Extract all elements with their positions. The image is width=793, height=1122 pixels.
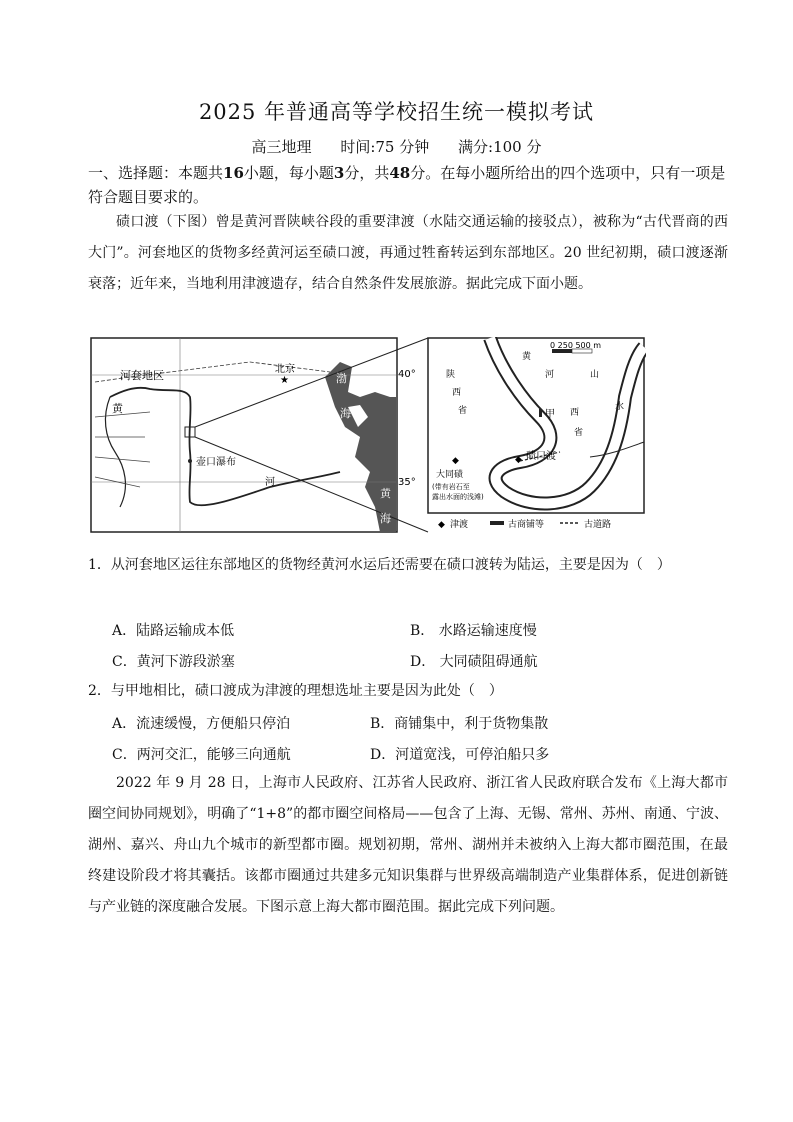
q2-option-a[interactable]: A．流速缓慢，方便船只停泊 xyxy=(112,716,291,732)
passage-qikou: 碛口渡（下图）曾是黄河晋陕峡谷段的重要津渡（水陆交通运输的接驳点），被称为“古代晋商的西大门”。河套地区的货物多经黄河运至碛口渡，再通过牲畜转运到东部地区。20 世纪初期，碛口渡逐渐衰落；近年来，当地利用津渡遗存，结合自然条件发展旅游。据此完成下面小题。 xyxy=(88,214,728,292)
qikou-map-figure xyxy=(90,337,646,533)
label-bo: 渤 xyxy=(336,372,347,385)
score-label: 满分:100 分 xyxy=(458,138,542,156)
label-hai: 海 xyxy=(340,407,351,420)
label-hukou: 壶口瀑布 xyxy=(196,457,236,468)
label-xi1: 西 xyxy=(452,388,462,398)
q1-option-b[interactable]: B． 水路运输速度慢 xyxy=(410,623,537,639)
label-lat40: 40° xyxy=(398,369,416,380)
q1-option-c[interactable]: C．黄河下游段淤塞 xyxy=(112,654,235,670)
time-label: 时间:75 分钟 xyxy=(340,138,430,156)
label-datong-note1: (带有岩石至 xyxy=(432,483,470,491)
section-heading xyxy=(88,161,738,209)
legend-shop-icon xyxy=(490,521,504,525)
question-count: 16 xyxy=(223,164,244,182)
label-he: 河 xyxy=(265,477,275,488)
label-shan1: 陕 xyxy=(446,370,456,380)
legend-ferry: 津渡 xyxy=(450,520,469,530)
jia-marker-icon xyxy=(539,409,542,417)
label-huang: 黄 xyxy=(112,402,123,415)
exam-title: 2025 年普通高等学校招生统一模拟考试 xyxy=(198,100,595,124)
beijing-star-icon: ★ xyxy=(280,375,289,386)
q1-option-a[interactable]: A．陆路运输成本低 xyxy=(112,623,235,639)
label-datong-note2: 露出水面的浅滩) xyxy=(432,493,484,501)
ferry-icon: ◆ xyxy=(452,456,459,466)
q1-option-d[interactable]: D． 大同碛阻碍通航 xyxy=(410,654,538,670)
question-1-stem: 1．从河套地区运往东部地区的货物经黄河水运后还需要在碛口渡转为陆运，主要是因为（ ） xyxy=(88,557,671,573)
passage-shanghai: 2022 年 9 月 28 日，上海市人民政府、江苏省人民政府、浙江省人民政府联合发布《上海大都市圈空间协同规划》，明确了“1+8”的都市圈空间格局——包含了上海、无锡、常州、苏州、南通、宁波、湖州、嘉兴、舟山九个城市的新型都市圈。规划初期，常州、湖州并未被纳入上海大都市圈范围，在最终建设阶段才将其囊括。该都市圈通过共建多元知识集群与世界级高端制造产业集群体系，促进创新链与产业链的深度融合发展。下图示意上海大都市圈范围。据此完成下列问题。 xyxy=(88,775,728,915)
label-huang2: 黄 xyxy=(522,352,532,362)
q2-option-c[interactable]: C．两河交汇，能够三向通航 xyxy=(112,747,291,763)
legend-shop: 古商铺等 xyxy=(508,520,545,530)
section-text: 分，共 xyxy=(344,164,390,182)
label-jia: 甲 xyxy=(545,409,555,420)
label-hetao: 河套地区 xyxy=(120,369,164,382)
hukou-dot-icon xyxy=(188,459,192,463)
legend-road: 古道路 xyxy=(584,520,612,530)
section-text: 一、选择题：本题共 xyxy=(88,164,224,182)
section-text: 小题，每小题 xyxy=(243,164,334,182)
points-each: 3 xyxy=(333,164,345,182)
label-he2: 河 xyxy=(545,370,555,380)
legend-ferry-icon: ◆ xyxy=(438,520,445,530)
label-sheng2: 省 xyxy=(574,428,584,438)
exam-subtitle xyxy=(0,136,793,157)
question-2-stem: 2．与甲地相比，碛口渡成为津渡的理想选址主要是因为此处（ ） xyxy=(88,683,503,699)
label-beijing: 北京 xyxy=(275,364,295,375)
label-shan2: 山 xyxy=(590,370,600,380)
q2-option-b[interactable]: B．商铺集中，利于货物集散 xyxy=(370,716,549,732)
label-lat35: 35° xyxy=(398,477,416,488)
label-xi2: 西 xyxy=(570,408,580,418)
scale-label: 0 250 500 m xyxy=(550,341,602,350)
label-datongqi: 大同碛 xyxy=(436,470,464,480)
label-sheng1: 省 xyxy=(458,406,468,416)
label-huanghai-1: 黄 xyxy=(380,487,391,500)
label-qikou: 碛口渡 xyxy=(526,451,556,462)
points-total: 48 xyxy=(389,164,411,182)
subject-label: 高三地理 xyxy=(251,138,312,156)
section-text: 分。在每小题所给出的四个选项中，只有一项是符合题目要求的。 xyxy=(88,164,726,206)
label-huanghai-2: 海 xyxy=(380,512,391,525)
ferry-icon: ◆ xyxy=(515,455,522,465)
label-shui: 水 xyxy=(615,402,625,412)
q2-option-d[interactable]: D．河道宽浅，可停泊船只多 xyxy=(370,747,550,763)
